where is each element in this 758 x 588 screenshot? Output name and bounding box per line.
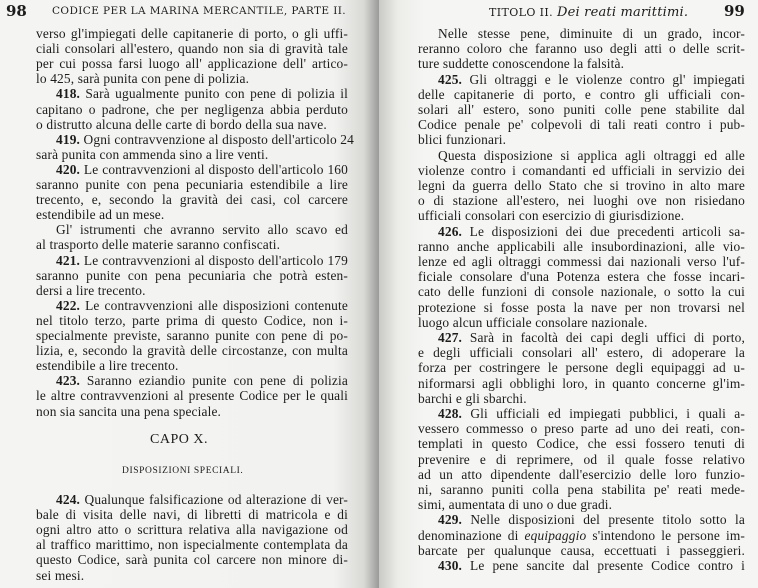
line-text: Sarà ugualmente punito con pene di polizia il <box>80 86 348 102</box>
line-text: Qualunque falsificazione od alterazione di ver- <box>80 492 348 507</box>
text-line <box>36 147 348 162</box>
line-text: estendibile ad un mese. <box>36 207 165 223</box>
article-number: 423. <box>56 373 81 389</box>
line-text: legni da guerra dello Stato che si trovino in alto mare <box>418 178 745 193</box>
text-line <box>36 237 348 252</box>
line-text: templati in questo Codice, che essi fossero tenuti di <box>418 436 745 452</box>
line-text: ad un atto dipendente dall'esercizio delle loro funzio- <box>418 466 745 482</box>
line-text: Le contravvenzioni alle disposizioni contenute <box>80 297 348 313</box>
text-line <box>418 421 745 436</box>
line-text: ranno anche applicabili alle insubordinazioni, alle vio- <box>418 238 745 254</box>
line-text: non sia sancita una pena speciale. <box>36 403 222 419</box>
article-line <box>418 558 745 573</box>
article-number: 428. <box>438 406 463 421</box>
line-text: s'intendono le persone im- <box>586 527 745 543</box>
article-line <box>36 373 348 388</box>
line-text: Gli oltraggi e le violenze contro gl' impiegati <box>462 71 745 87</box>
text-line <box>418 436 745 451</box>
text-line <box>418 102 745 117</box>
article-number: 420. <box>56 161 81 177</box>
line-text: protezione si fosse posta la nave per non trovarsi nel <box>418 299 745 315</box>
line-text: niformarsi agli obblighi loro, in quanto concerne gl'im- <box>418 375 745 391</box>
page-number: 99 <box>724 2 745 20</box>
text-line <box>36 343 348 358</box>
article-line <box>418 512 745 527</box>
text-line <box>36 358 348 373</box>
text-line <box>418 300 745 315</box>
line-text: estendibile a lire trecento. <box>36 358 179 374</box>
article-number: 419. <box>56 131 81 147</box>
line-text: sarà punita con ammenda sino a lire venti. <box>36 146 269 162</box>
line-text: o distrutto alcuna delle carte di bordo della sua nave. <box>36 116 327 132</box>
line-text: Questa disposizione si applica agli oltraggi ed alle <box>438 147 745 163</box>
text-line <box>36 328 348 343</box>
line-text: delle capitanerie di porto, e contro gli ufficiali con- <box>418 86 745 102</box>
chapter-subtitle: DISPOSIZIONI SPECIALI. <box>122 466 244 476</box>
line-text: vessero commesso o preso parte ad uno dei reati, con- <box>418 421 745 437</box>
italic-term: equipaggio <box>524 527 587 543</box>
article-line <box>418 224 745 239</box>
text-line <box>36 71 348 86</box>
line-text: o di stazione all'estero, nei luoghi ove non risiedano <box>418 193 745 209</box>
line-text: nel titolo terzo, parte prima di questo Codice, non i- <box>36 312 348 328</box>
line-text: lenze ed agli oltraggi commessi dai nazionali verso l'uf- <box>418 254 745 269</box>
line-text: Le disposizioni dei due precedenti articoli sa- <box>462 223 745 239</box>
text-line <box>418 376 745 391</box>
line-text: al traffico marittimo, non ispecialmente contemplata da <box>36 537 348 553</box>
text-line <box>418 345 745 360</box>
text-line <box>418 452 745 467</box>
text-line <box>36 26 348 41</box>
text-line <box>36 388 348 403</box>
line-text: capitano o padrone, che per negligenza abbia perduto <box>36 101 348 117</box>
article-number: 421. <box>56 252 81 268</box>
line-text: bale di visita delle navi, di libretti di matricola e di <box>36 507 348 523</box>
text-line <box>418 239 745 254</box>
article-number: 430. <box>438 558 463 573</box>
text-line <box>36 177 348 192</box>
text-line <box>36 537 348 552</box>
text-line <box>36 268 348 283</box>
line-text: simi, aumentata di uno o due gradi. <box>418 497 613 513</box>
running-header <box>489 5 688 20</box>
line-text: dersi a lire trecento. <box>36 282 146 298</box>
text-line <box>418 269 745 284</box>
text-line <box>418 193 745 208</box>
text-line <box>36 283 348 298</box>
text-line <box>418 208 745 223</box>
line-text: al trasporto delle materie saranno confiscati. <box>36 237 281 253</box>
line-text: Le contravvenzioni al disposto dell'articolo 179 <box>80 252 348 268</box>
line-text: sei mesi. <box>36 567 85 583</box>
chapter-heading: CAPO X. <box>150 432 208 447</box>
line-text: saranno punite con pena pecuniaria che potrà esten- <box>36 267 348 283</box>
line-text: ogni altro atto o scrittura relativa alla navigazione od <box>36 522 348 538</box>
line-text: lo 425, sarà punita con pene di polizia. <box>36 71 250 87</box>
line-text: prevenire e di reprimere, od il quale fosse relativo <box>418 451 745 467</box>
text-line <box>36 507 348 522</box>
article-number: 424. <box>56 492 81 507</box>
article-number: 426. <box>438 223 463 239</box>
line-text: ture suddette conoscendone la falsità. <box>418 56 625 72</box>
line-text: Saranno eziandio punite con pene di polizia <box>80 373 348 389</box>
line-text: Codice penale pe' colpevoli di tali reati contro i pub- <box>418 117 745 133</box>
text-line <box>418 41 745 56</box>
line-text: verso gl'impiegati delle capitanerie di porto, o gli uffi- <box>36 26 348 41</box>
line-text: forza per costringere le persone degli equipaggi ad u- <box>418 360 745 376</box>
line-text: Nelle stesse pene, diminuite di un grado, incor- <box>438 26 745 41</box>
text-line <box>418 26 745 41</box>
text-line <box>36 56 348 71</box>
text-line <box>418 87 745 102</box>
line-text: ficiale consolare d'una Potenza estera che fosse incari- <box>418 269 745 285</box>
text-line <box>418 148 745 163</box>
line-text: questo Codice, sarà punita col carcere non minore di- <box>36 552 348 568</box>
text-line <box>36 522 348 537</box>
line-text: Ogni contravvenzione al disposto dell'articolo 24 <box>80 131 354 147</box>
right-page <box>379 0 758 588</box>
header-italic: Dei reati marittimi. <box>556 5 689 20</box>
article-number: 418. <box>56 86 81 102</box>
article-line <box>36 162 348 177</box>
line-text: ni, saranno puniti colla pena stabilita pe' reati mede- <box>418 482 745 497</box>
line-text: e degli ufficiali consolari all' estero, di adoperare la <box>418 345 745 361</box>
line-text: Le pene sancite dal presente Codice contro i <box>462 558 745 573</box>
line-text: specialmente previste, saranno punite con pene di po- <box>36 328 348 343</box>
text-line <box>418 467 745 482</box>
text-line <box>418 56 745 71</box>
line-text: Gli ufficiali ed impiegati pubblici, i quali a- <box>462 406 745 421</box>
header-title: TITOLO II. <box>489 6 554 19</box>
article-line <box>418 72 745 87</box>
article-line <box>418 330 745 345</box>
article-line <box>36 492 348 507</box>
line-text: barcate per qualunque causa, eccettuati i passeggieri. <box>418 542 745 558</box>
line-text: le altre contravvenzioni al presente Codice per le quali <box>36 388 348 404</box>
line-text: reranno coloro che faranno uso degli atti o delle scrit- <box>418 41 745 57</box>
text-line <box>418 254 745 269</box>
text-line <box>418 117 745 132</box>
text-line <box>36 222 348 237</box>
line-text: Le contravvenzioni al disposto dell'articolo 160 <box>80 161 348 177</box>
line-text: trecento, e, secondo la gravità dei casi, col carcere <box>36 192 348 208</box>
text-line <box>418 360 745 375</box>
text-line <box>418 528 745 543</box>
line-text: ciali consolari all'estero, quando non sia di gravità tale <box>36 41 348 57</box>
line-text: solari all' estero, sono puniti colle pene stabilite dal <box>418 102 745 117</box>
line-text: luogo alcun ufficiale consolare nazionale. <box>418 314 648 330</box>
line-text: ufficiali consolari con esercizio di giurisdizione. <box>418 208 685 224</box>
text-line <box>36 207 348 222</box>
article-line <box>36 131 354 147</box>
page-number: 98 <box>6 2 27 20</box>
line-text: Sarà in facoltà dei capi degli uffici di porto, <box>462 330 745 345</box>
article-number: 425. <box>438 71 463 87</box>
text-line <box>36 41 348 56</box>
text-line <box>418 391 745 406</box>
line-text: cato delle funzioni di console nazionale, o sotto la cui <box>418 284 745 300</box>
text-line <box>36 117 348 132</box>
line-text: saranno punite con pena pecuniaria estendibile a lire <box>36 177 348 192</box>
article-line <box>36 86 348 101</box>
line-text: denominazione di <box>418 527 525 543</box>
text-line <box>418 482 745 497</box>
running-header: CODICE PER LA MARINA MERCANTILE, PARTE II. <box>52 5 347 17</box>
text-line <box>418 284 745 299</box>
article-line <box>36 253 348 268</box>
line-text: blici funzionari. <box>418 132 507 148</box>
text-line <box>36 552 348 567</box>
line-text: barchi e gli sbarchi. <box>418 390 527 406</box>
text-line <box>36 404 348 419</box>
line-text: per cui possa farsi luogo all' applicazione dell' artico- <box>36 56 348 72</box>
text-line <box>418 543 745 558</box>
article-line <box>36 298 348 313</box>
text-line <box>418 497 745 512</box>
text-line <box>418 132 745 147</box>
text-line <box>36 192 348 207</box>
line-text: Nelle disposizioni del presente titolo sotto la <box>462 512 745 528</box>
text-line <box>418 163 745 178</box>
line-text: Gl' istrumenti che avranno servito allo scavo ed <box>56 222 348 238</box>
text-line <box>36 568 348 583</box>
text-line <box>418 315 745 330</box>
text-line <box>36 102 348 117</box>
text-line <box>418 178 745 193</box>
article-number: 427. <box>438 330 463 345</box>
article-line <box>418 406 745 421</box>
line-text: lizia, e, secondo la gravità delle circostanze, con multa <box>36 343 348 359</box>
article-number: 422. <box>56 297 81 313</box>
line-text: violenze contro i comandanti ed ufficiali in servizio dei <box>418 162 745 178</box>
article-number: 429. <box>438 512 463 528</box>
text-line <box>36 313 348 328</box>
